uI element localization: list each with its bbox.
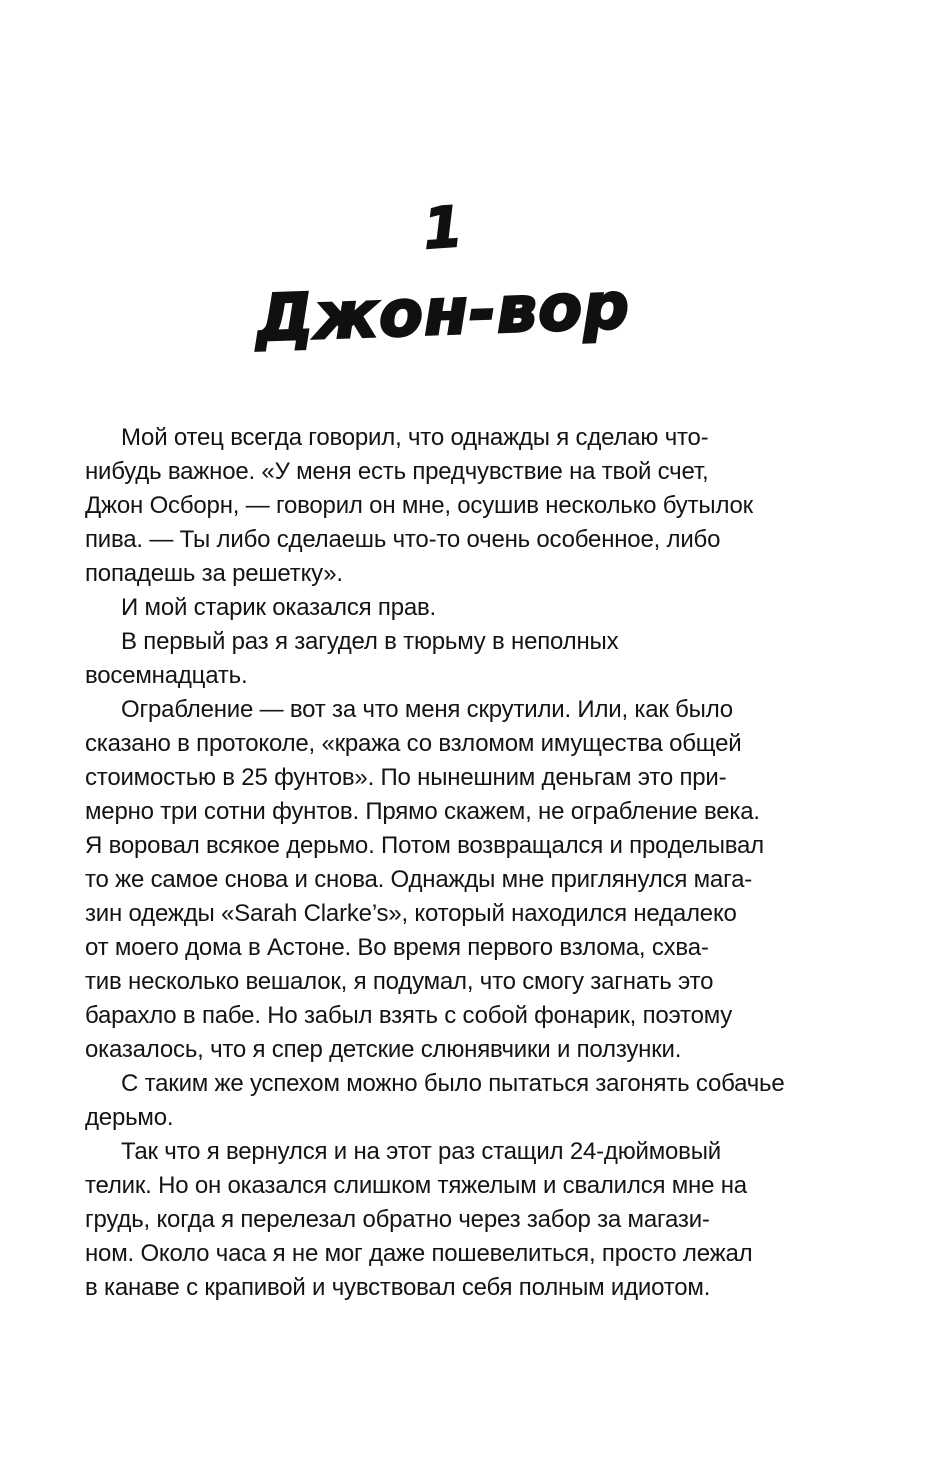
text-line: дерьмо.: [85, 1104, 174, 1131]
text-line: И мой старик оказался прав.: [121, 594, 437, 621]
text-line: попадешь за решетку».: [85, 560, 343, 587]
text-line: пива. — Ты либо сделаешь что-то очень особенное, либо: [85, 526, 721, 553]
text-line: С таким же успехом можно было пытаться загонять собачье: [121, 1070, 785, 1097]
text-line: барахло в пабе. Но забыл взять с собой фонарик, поэтому: [85, 1002, 733, 1029]
text-line: Мой отец всегда говорил, что однажды я сделаю что-: [121, 424, 709, 451]
text-line: сказано в протоколе, «кража со взломом имущества общей: [85, 730, 742, 757]
text-line: Я воровал всякое дерьмо. Потом возвращался и проделывал: [85, 832, 764, 859]
text-line: восемнадцать.: [85, 662, 248, 689]
text-line: стоимостью в 25 фунтов». По нынешним деньгам это при-: [85, 764, 727, 791]
text-line: Ограбление — вот за что меня скрутили. Или, как было: [121, 696, 733, 723]
chapter-number: 1: [421, 194, 465, 263]
text-line: оказалось, что я спер детские слюнявчики и ползунки.: [85, 1036, 682, 1063]
chapter-title: Джон-вор: [254, 269, 632, 357]
text-line: грудь, когда я перелезал обратно через забор за магази-: [85, 1206, 710, 1233]
text-line: от моего дома в Астоне. Во время первого взлома, схва-: [85, 934, 709, 961]
chapter-heading: [0, 194, 886, 357]
text-line: ном. Около часа я не мог даже пошевелиться, просто лежал: [85, 1240, 753, 1267]
text-line: нибудь важное. «У меня есть предчувствие на твой счет,: [85, 458, 709, 485]
text-line: то же самое снова и снова. Однажды мне приглянулся мага-: [85, 866, 753, 893]
text-line: мерно три сотни фунтов. Прямо скажем, не ограбление века.: [85, 798, 760, 825]
text-line: Джон Осборн, — говорил он мне, осушив несколько бутылок: [85, 492, 753, 519]
text-line: Так что я вернулся и на этот раз стащил 24-дюймовый: [121, 1138, 721, 1165]
text-line: тив несколько вешалок, я подумал, что смогу загнать это: [85, 968, 714, 995]
body-text: [85, 421, 912, 1305]
text-line: телик. Но он оказался слишком тяжелым и свалился мне на: [85, 1172, 747, 1199]
text-line: В первый раз я загудел в тюрьму в неполных: [121, 628, 619, 655]
text-line: в канаве с крапивой и чувствовал себя полным идиотом.: [85, 1274, 711, 1301]
text-line: зин одежды «Sarah Clarke’s», который находился недалеко: [85, 900, 737, 927]
